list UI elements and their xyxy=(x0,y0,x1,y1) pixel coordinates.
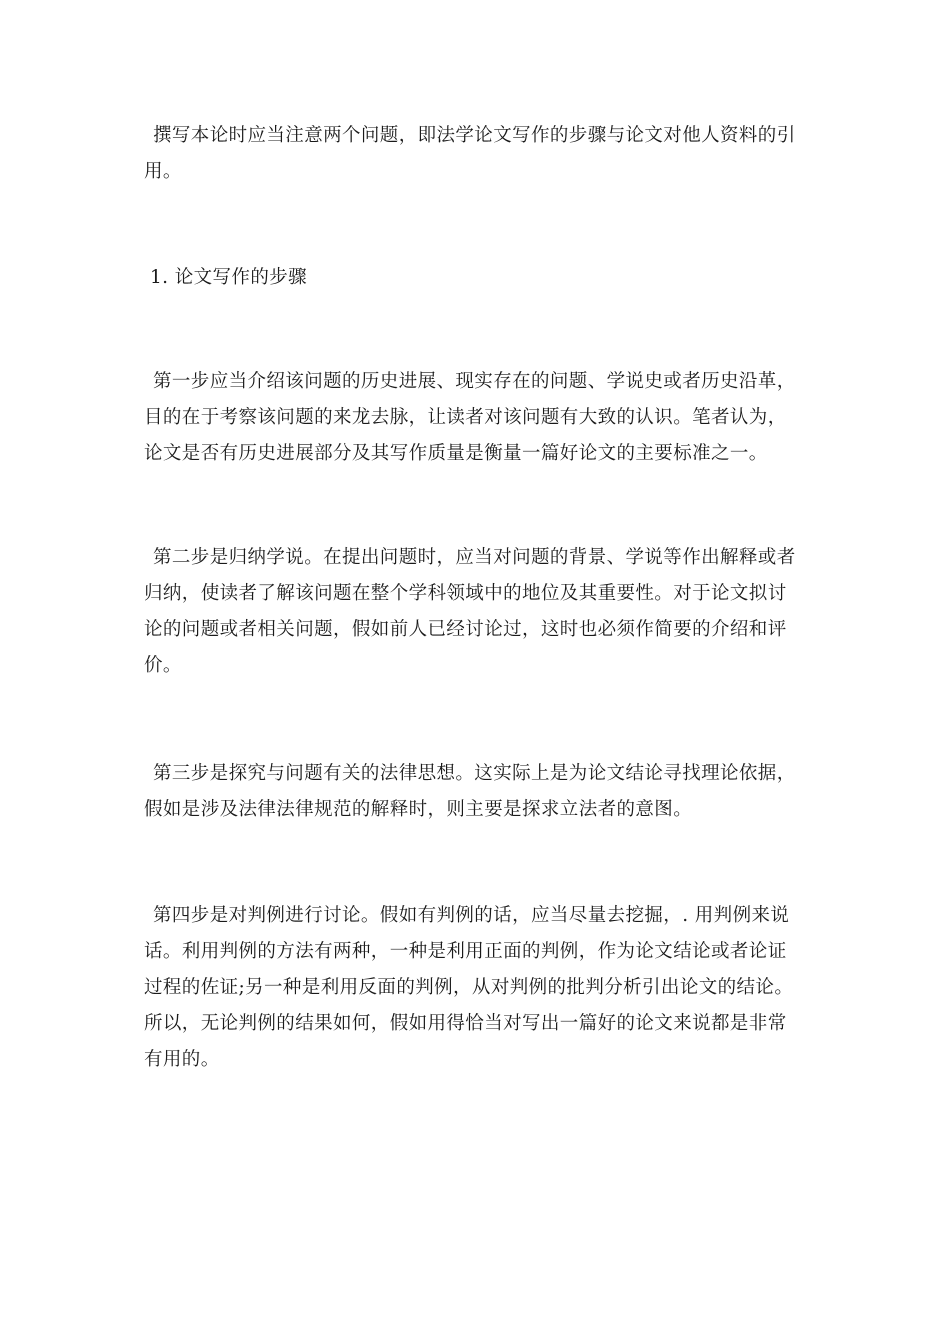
section-heading-text: 1. 论文写作的步骤 xyxy=(150,267,308,288)
paragraph-step-3 xyxy=(144,756,804,828)
intro-text: 撰写本论时应当注意两个问题，即法学论文写作的步骤与论文对他人资料的引用。 xyxy=(144,125,796,182)
paragraph-text: 第一步应当介绍该问题的历史进展、现实存在的问题、学说史或者历史沿革，目的在于考察该问题的来龙去脉，让读者对该问题有大致的认识。笔者认为，论文是否有历史进展部分及其写作质量是衡量一篇好论文的主要标准之一。 xyxy=(144,371,796,464)
intro-paragraph xyxy=(144,118,804,190)
paragraph-text: 第四步是对判例进行讨论。假如有判例的话，应当尽量去挖掘，. 用判例来说话。利用判例的方法有两种，一种是利用正面的判例，作为论文结论或者论证过程的佐证;另一种是利用反面的判例，从对判例的批判分析引出论文的结论。所以，无论判例的结果如何，假如用得恰当对写出一篇好的论文来说都是非常有用的。 xyxy=(144,905,794,1070)
paragraph-text: 第三步是探究与问题有关的法律思想。这实际上是为论文结论寻找理论依据，假如是涉及法律法律规范的解释时，则主要是探求立法者的意图。 xyxy=(144,763,796,820)
paragraph-step-1 xyxy=(144,364,804,472)
section-heading xyxy=(150,260,810,296)
paragraph-text: 第二步是归纳学说。在提出问题时，应当对问题的背景、学说等作出解释或者归纳，使读者了解该问题在整个学科领域中的地位及其重要性。对于论文拟讨论的问题或者相关问题，假如前人已经讨论过，这时也必须作简要的介绍和评价。 xyxy=(144,547,796,676)
paragraph-step-2 xyxy=(144,540,804,684)
paragraph-step-4 xyxy=(144,898,804,1078)
